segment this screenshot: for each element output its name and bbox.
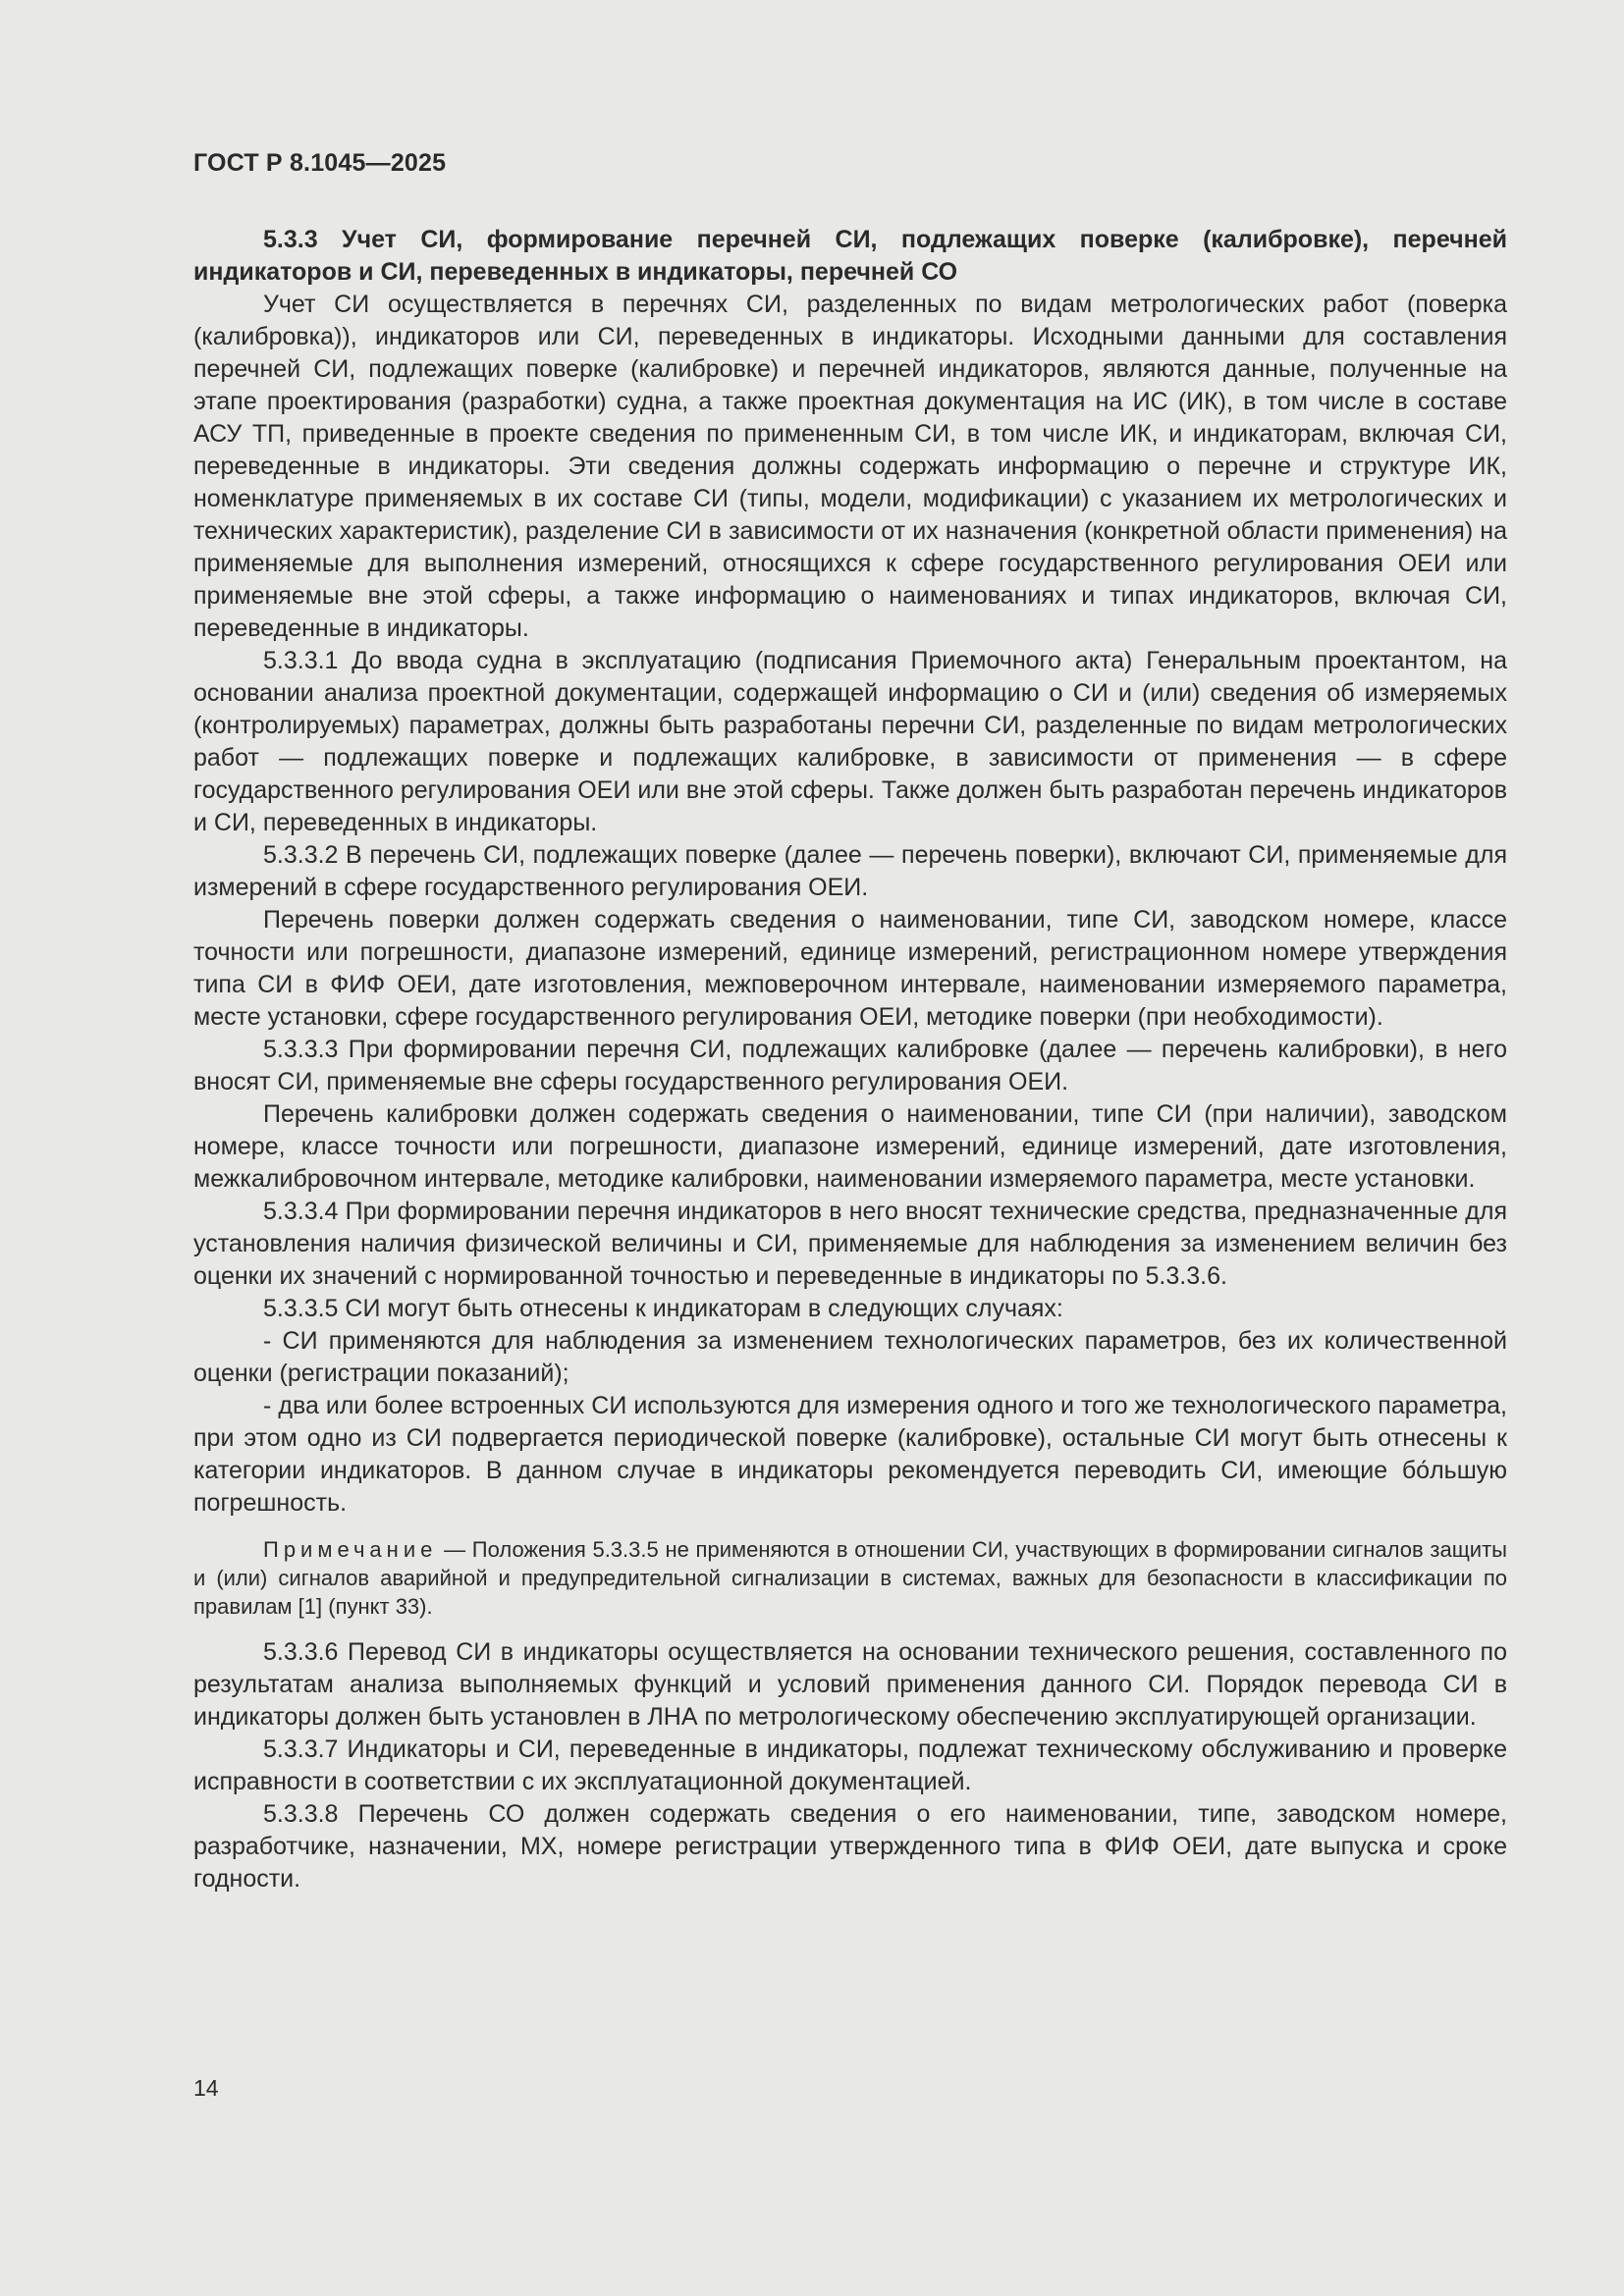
paragraph-calibration-list-contents: Перечень калибровки должен содержать сведения о наименовании, типе СИ (при наличии), заводском номере, классе точности или погрешности, диапазоне измерений, единице измерений, дате изготовления, межкалибровочном интервале, методике калибровки, наименовании измеряемого параметра, месте установки.	[193, 1100, 1507, 1193]
document-code-header: ГОСТ Р 8.1045—2025	[193, 149, 447, 177]
paragraph-5-3-3-7: 5.3.3.7 Индикаторы и СИ, переведенные в индикаторы, подлежат техническому обслуживанию и проверке исправности в соответствии с их эксплуатационной документацией.	[193, 1735, 1507, 1795]
paragraph-5-3-3-4: 5.3.3.4 При формировании перечня индикаторов в него вносят технические средства, предназначенные для установления наличия физической величины и СИ, применяемые для наблюдения за изменением величин без оценки их значений с нормированной точностью и переведенные в индикаторы по 5.3.3.6.	[193, 1198, 1507, 1290]
note-dash: —	[437, 1537, 472, 1562]
note-block	[193, 1535, 1507, 1621]
paragraph-verification-list-contents: Перечень поверки должен содержать сведения о наименовании, типе СИ, заводском номере, классе точности или погрешности, диапазоне измерений, единице измерений, регистрационном номере утверждения типа СИ в ФИФ ОЕИ, дате изготовления, межповерочном интервале, наименовании измеряемого параметра, месте установки, сфере государственного регулирования ОЕИ, методике поверки (при необходимости).	[193, 906, 1507, 1031]
note-text: Положения 5.3.3.5 не применяются в отношении СИ, участвующих в формировании сигналов защиты и (или) сигналов аварийной и предупредительной сигнализации в системах, важных для безопасности в классификации по правилам [1] (пункт 33).	[193, 1537, 1507, 1619]
note-label: Примечание	[263, 1537, 438, 1562]
section-heading-5-3-3: 5.3.3 Учет СИ, формирование перечней СИ, подлежащих поверке (калибровке), перечней индикаторов и СИ, переведенных в индикаторы, перечней СО	[193, 226, 1507, 286]
paragraph-5-3-3-3: 5.3.3.3 При формировании перечня СИ, подлежащих калибровке (далее — перечень калибровки), в него вносят СИ, применяемые вне сферы государственного регулирования ОЕИ.	[193, 1036, 1507, 1095]
paragraph-5-3-3-5: 5.3.3.5 СИ могут быть отнесены к индикаторам в следующих случаях:	[263, 1295, 1063, 1322]
paragraph-5-3-3-2: 5.3.3.2 В перечень СИ, подлежащих поверке (далее — перечень поверки), включают СИ, применяемые для измерений в сфере государственного регулирования ОЕИ.	[193, 841, 1507, 901]
paragraph-intro: Учет СИ осуществляется в перечнях СИ, разделенных по видам метрологических работ (поверка (калибровка)), индикаторов или СИ, переведенных в индикаторы. Исходными данными для составления перечней СИ, подлежащих поверке (калибровке) и перечней индикаторов, являются данные, полученные на этапе проектирования (разработки) судна, а также проектная документация на ИС (ИК), в том числе в составе АСУ ТП, приведенные в проекте сведения по примененным СИ, в том числе ИК, и индикаторам, включая СИ, переведенные в индикаторы. Эти сведения должны содержать информацию о перечне и структуре ИК, номенклатуре применяемых в их составе СИ (типы, модели, модификации) с указанием их метрологических и технических характеристик), разделение СИ в зависимости от их назначения (конкретной области применения) на применяемые для выполнения измерений, относящихся к сфере государственного регулирования ОЕИ или применяемые вне этой сферы, а также информацию о наименованиях и типах индикаторов, включая СИ, переведенные в индикаторы.	[193, 291, 1507, 642]
page-number: 14	[193, 2075, 219, 2101]
document-body	[193, 224, 1507, 1896]
paragraph-5-3-3-6: 5.3.3.6 Перевод СИ в индикаторы осуществляется на основании технического решения, составленного по результатам анализа выполняемых функций и условий применения данного СИ. Порядок перевода СИ в индикаторы должен быть установлен в ЛНА по метрологическому обеспечению эксплуатирующей организации.	[193, 1638, 1507, 1731]
list-item-embedded-si: - два или более встроенных СИ используются для измерения одного и того же технологического параметра, при этом одно из СИ подвергается периодической поверке (калибровке), остальные СИ могут быть отнесены к категории индикаторов. В данном случае в индикаторы рекомендуется переводить СИ, имеющие бо́льшую погрешность.	[193, 1392, 1507, 1517]
paragraph-5-3-3-8: 5.3.3.8 Перечень СО должен содержать сведения о его наименовании, типе, заводском номере, разработчике, назначении, МХ, номере регистрации утвержденного типа в ФИФ ОЕИ, дате выпуска и сроке годности.	[193, 1800, 1507, 1893]
list-item-observation: - СИ применяются для наблюдения за изменением технологических параметров, без их количественной оценки (регистрации показаний);	[193, 1327, 1507, 1387]
paragraph-5-3-3-1: 5.3.3.1 До ввода судна в эксплуатацию (подписания Приемочного акта) Генеральным проектантом, на основании анализа проектной документации, содержащей информацию о СИ и (или) сведения об измеряемых (контролируемых) параметрах, должны быть разработаны перечни СИ, разделенные по видам метрологических работ — подлежащих поверке и подлежащих калибровке, в зависимости от применения — в сфере государственного регулирования ОЕИ или вне этой сферы. Также должен быть разработан перечень индикаторов и СИ, переведенных в индикаторы.	[193, 647, 1507, 836]
